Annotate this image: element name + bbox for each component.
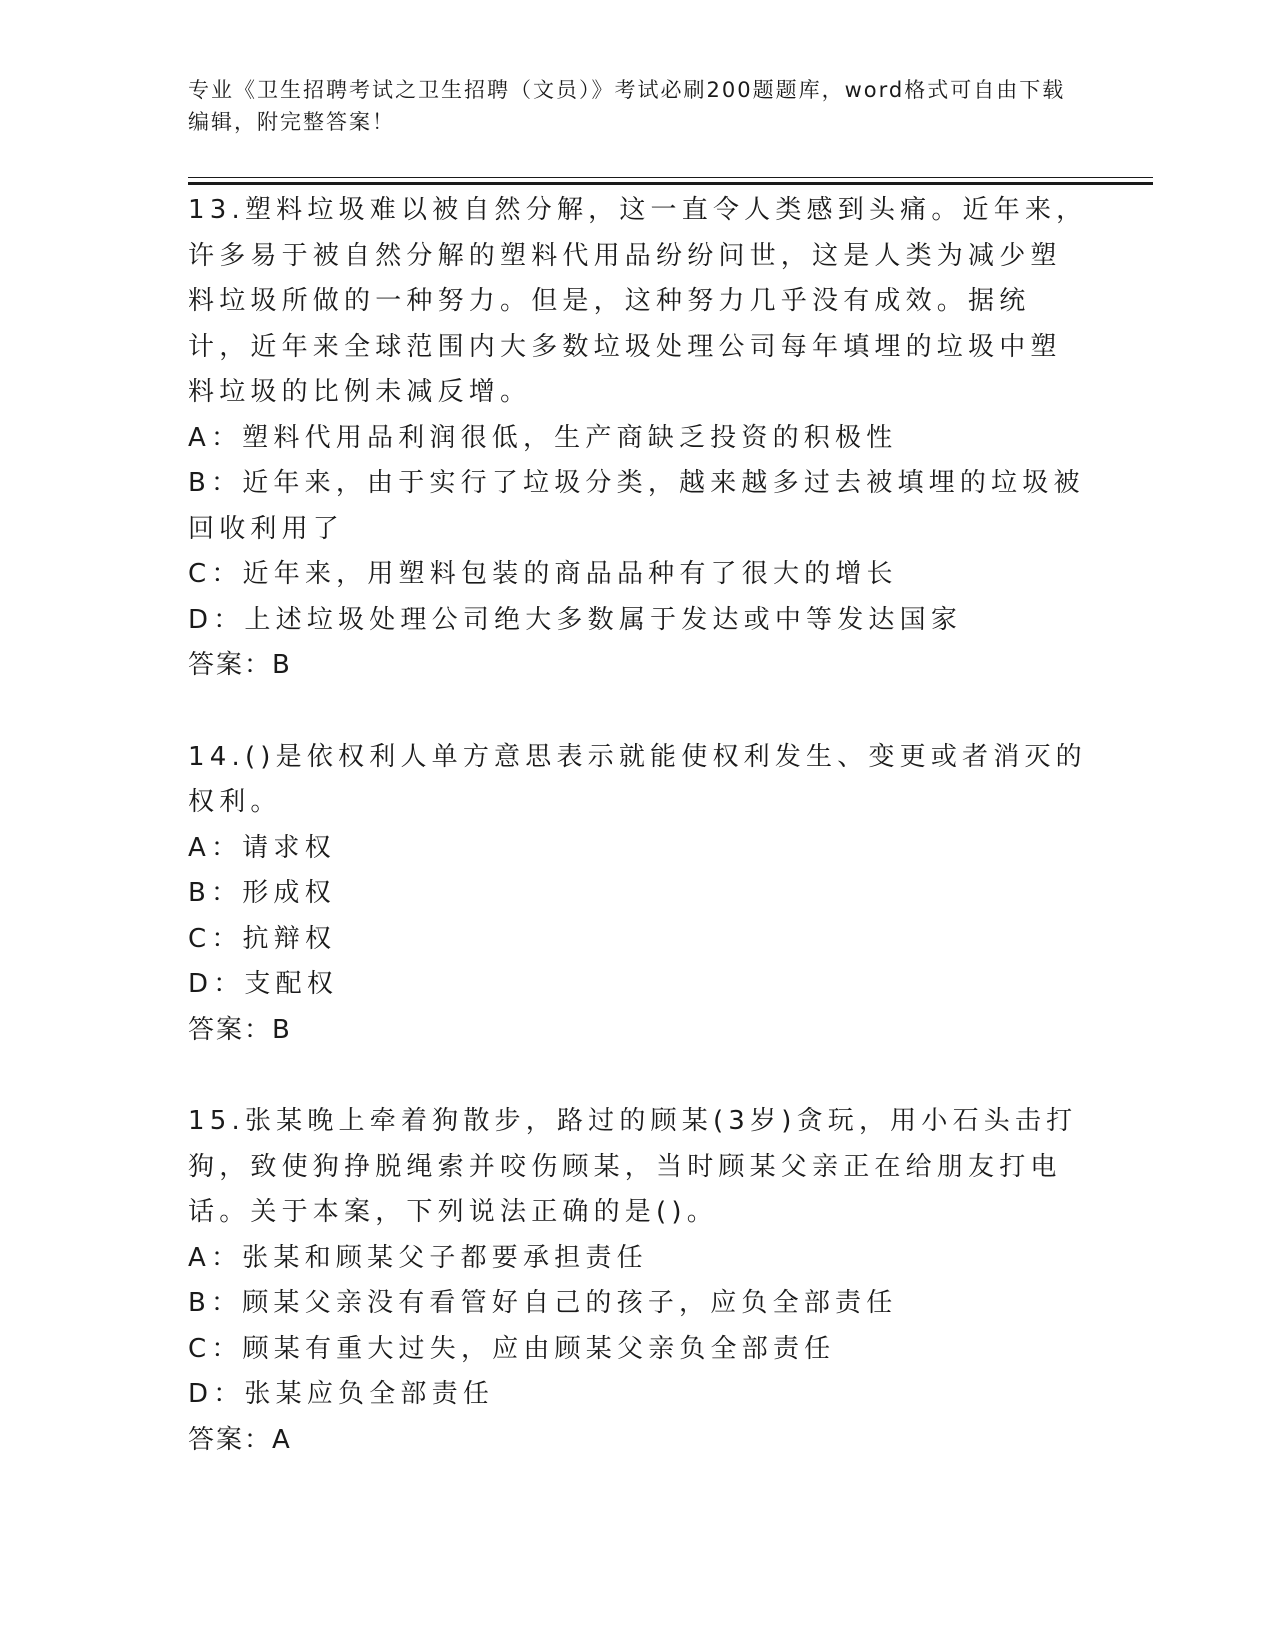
question-14 bbox=[188, 735, 1088, 1054]
question-text: ()是依权利人单方意思表示就能使权利发生、变更或者消灭的权利。 bbox=[188, 741, 1087, 817]
question-number: 15. bbox=[188, 1106, 245, 1136]
option-c: C：近年来，用塑料包装的商品品种有了很大的增长 bbox=[188, 559, 898, 589]
question-number: 13. bbox=[188, 195, 245, 225]
question-list bbox=[188, 188, 1088, 1509]
question-stem bbox=[188, 735, 1088, 826]
question-15 bbox=[188, 1099, 1088, 1463]
header-rule-thick bbox=[188, 182, 1153, 185]
answer-line: 答案：B bbox=[188, 1014, 292, 1045]
option-d: D：张某应负全部责任 bbox=[188, 1379, 495, 1409]
option-a: A：张某和顾某父子都要承担责任 bbox=[188, 1242, 648, 1273]
option-d: D：支配权 bbox=[188, 969, 339, 999]
question-stem bbox=[188, 1099, 1088, 1236]
question-stem bbox=[188, 188, 1088, 416]
question-text: 塑料垃圾难以被自然分解，这一直令人类感到头痛。近年来，许多易于被自然分解的塑料代用品纷纷问世，这是人类为减少塑料垃圾所做的一种努力。但是，这种努力几乎没有成效。据统计，近年来全球范围内大多数垃圾处理公司每年填埋的垃圾中塑料垃圾的比例未减反增。 bbox=[188, 195, 1088, 407]
answer-line: 答案：B bbox=[188, 650, 292, 680]
option-b: B：近年来，由于实行了垃圾分类，越来越多过去被填埋的垃圾被回收利用了 bbox=[188, 468, 1085, 544]
option-b: B：形成权 bbox=[188, 878, 336, 908]
question-text: 张某晚上牵着狗散步，路过的顾某(3岁)贪玩，用小石头击打狗，致使狗挣脱绳索并咬伤顾某，当时顾某父亲正在给朋友打电话。关于本案，下列说法正确的是()。 bbox=[188, 1106, 1078, 1227]
option-c: C：抗辩权 bbox=[188, 923, 337, 954]
question-13 bbox=[188, 188, 1088, 689]
option-c: C：顾某有重大过失，应由顾某父亲负全部责任 bbox=[188, 1333, 836, 1364]
option-a: A：请求权 bbox=[188, 832, 336, 863]
answer-line: 答案：A bbox=[188, 1424, 292, 1455]
question-number: 14. bbox=[188, 741, 245, 772]
option-b: B：顾某父亲没有看管好自己的孩子，应负全部责任 bbox=[188, 1288, 898, 1318]
document-header: 专业《卫生招聘考试之卫生招聘（文员）》考试必刷200题题库，word格式可自由下载编辑，附完整答案！ bbox=[188, 78, 1066, 134]
option-a: A：塑料代用品利润很低，生产商缺乏投资的积极性 bbox=[188, 422, 898, 453]
header-rule-thin bbox=[188, 177, 1153, 178]
option-d: D：上述垃圾处理公司绝大多数属于发达或中等发达国家 bbox=[188, 604, 963, 635]
